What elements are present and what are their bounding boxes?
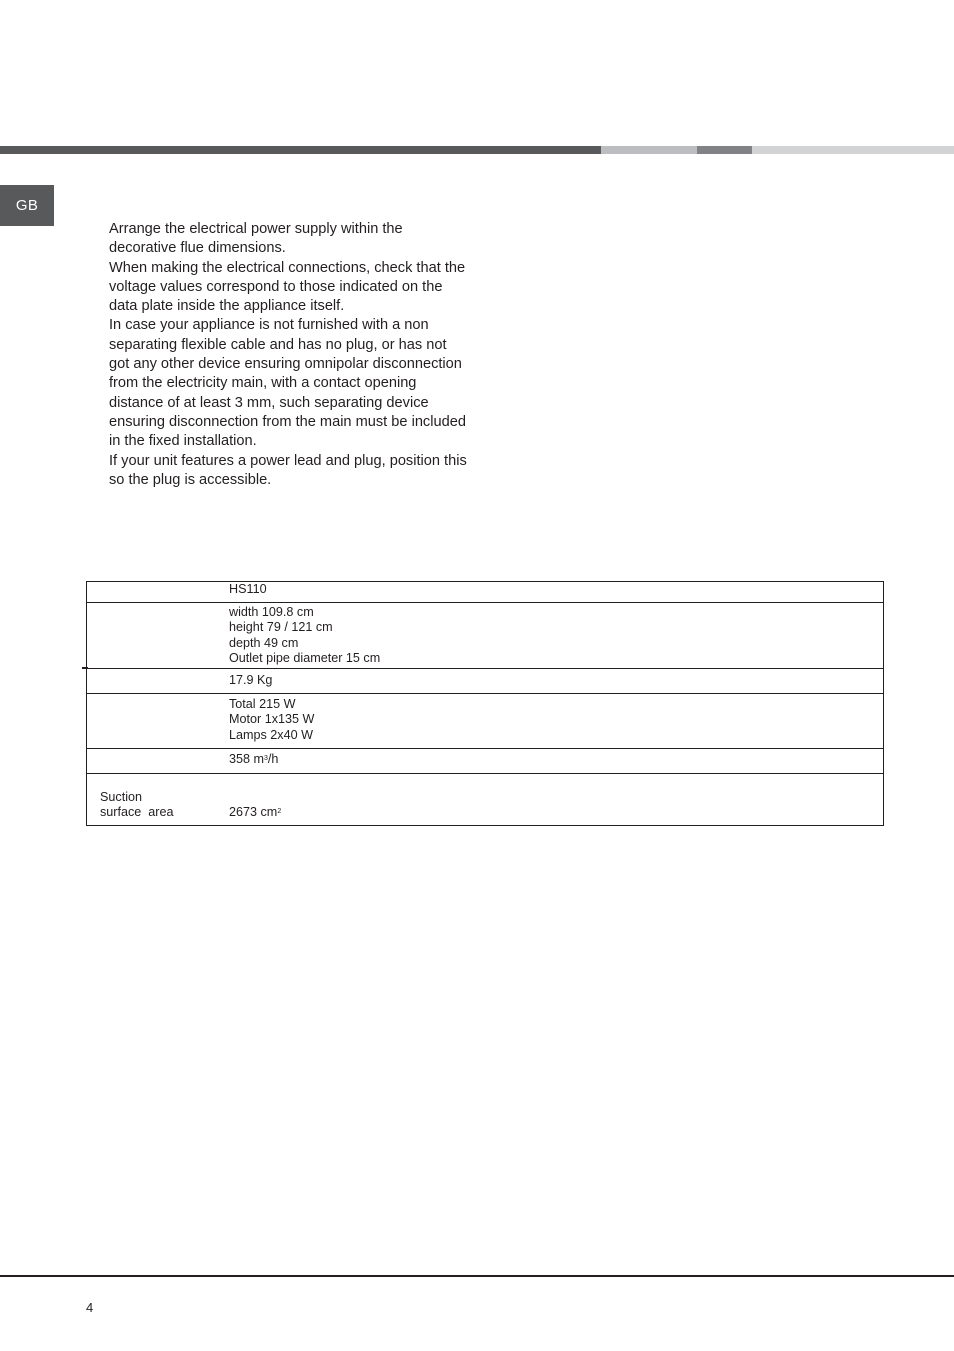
- airflow-value: 358 $m^3/h$: [229, 752, 279, 766]
- dimension-outlet: Outlet pipe diameter 15 cm: [229, 650, 381, 665]
- color-bar-segment-light: [601, 146, 697, 154]
- color-bar-segment-dark: [0, 146, 601, 154]
- dimension-width: width 109.8 cm: [229, 605, 314, 619]
- weight-value: 17.9 Kg: [229, 673, 273, 687]
- power-total: Total 215 W: [229, 697, 296, 711]
- power-value: [229, 697, 314, 743]
- paragraph-omnipolar-device: In case your appliance is not furnished with a non separating flexible cable and has no plug, or has not got any other device ensuring omnipolar disconnection from the electricity main, with a contact opening distance of at least 3 mm, such separating device ensuring disconnection from the main must be included in the fixed installation.: [109, 317, 466, 450]
- dimension-depth: depth 49 cm: [229, 635, 299, 650]
- header-color-bar: [0, 146, 954, 154]
- table-row-airflow: [87, 748, 883, 773]
- power-lamps: Lamps 2x40 W: [229, 727, 313, 742]
- page-number: 4: [86, 1300, 94, 1315]
- color-bar-segment-pale: [752, 146, 954, 154]
- color-bar-segment-mid: [697, 146, 752, 154]
- table-row-dimensions: [87, 602, 883, 668]
- specification-table: [86, 581, 884, 826]
- table-row-model: [87, 582, 883, 602]
- table-row-power: [87, 693, 883, 748]
- suction-label: [100, 790, 174, 821]
- model-value: HS110: [229, 582, 267, 596]
- table-row-weight: [87, 668, 883, 693]
- dimensions-value: [229, 605, 380, 666]
- dimension-height: height 79 / 121 cm: [229, 620, 333, 635]
- suction-label-line1: Suction: [100, 790, 143, 804]
- language-tab: GB: [0, 185, 54, 226]
- suction-value: 2673 $cm^2$: [229, 805, 282, 819]
- paragraph-power-supply: Arrange the electrical power supply within the decorative flue dimensions.: [109, 221, 403, 257]
- suction-label-line2: surface area: [100, 805, 174, 820]
- table-row-suction: [87, 773, 883, 825]
- paragraph-plug-access: If your unit features a power lead and plug, position this so the plug is accessible.: [109, 452, 467, 488]
- footer-rule: [0, 1275, 954, 1277]
- power-motor: Motor 1x135 W: [229, 712, 315, 727]
- paragraph-voltage-check: When making the electrical connections, check that the voltage values correspond to those indicated on the data plate inside the appliance itself.: [109, 259, 466, 315]
- installation-instructions: [109, 220, 469, 490]
